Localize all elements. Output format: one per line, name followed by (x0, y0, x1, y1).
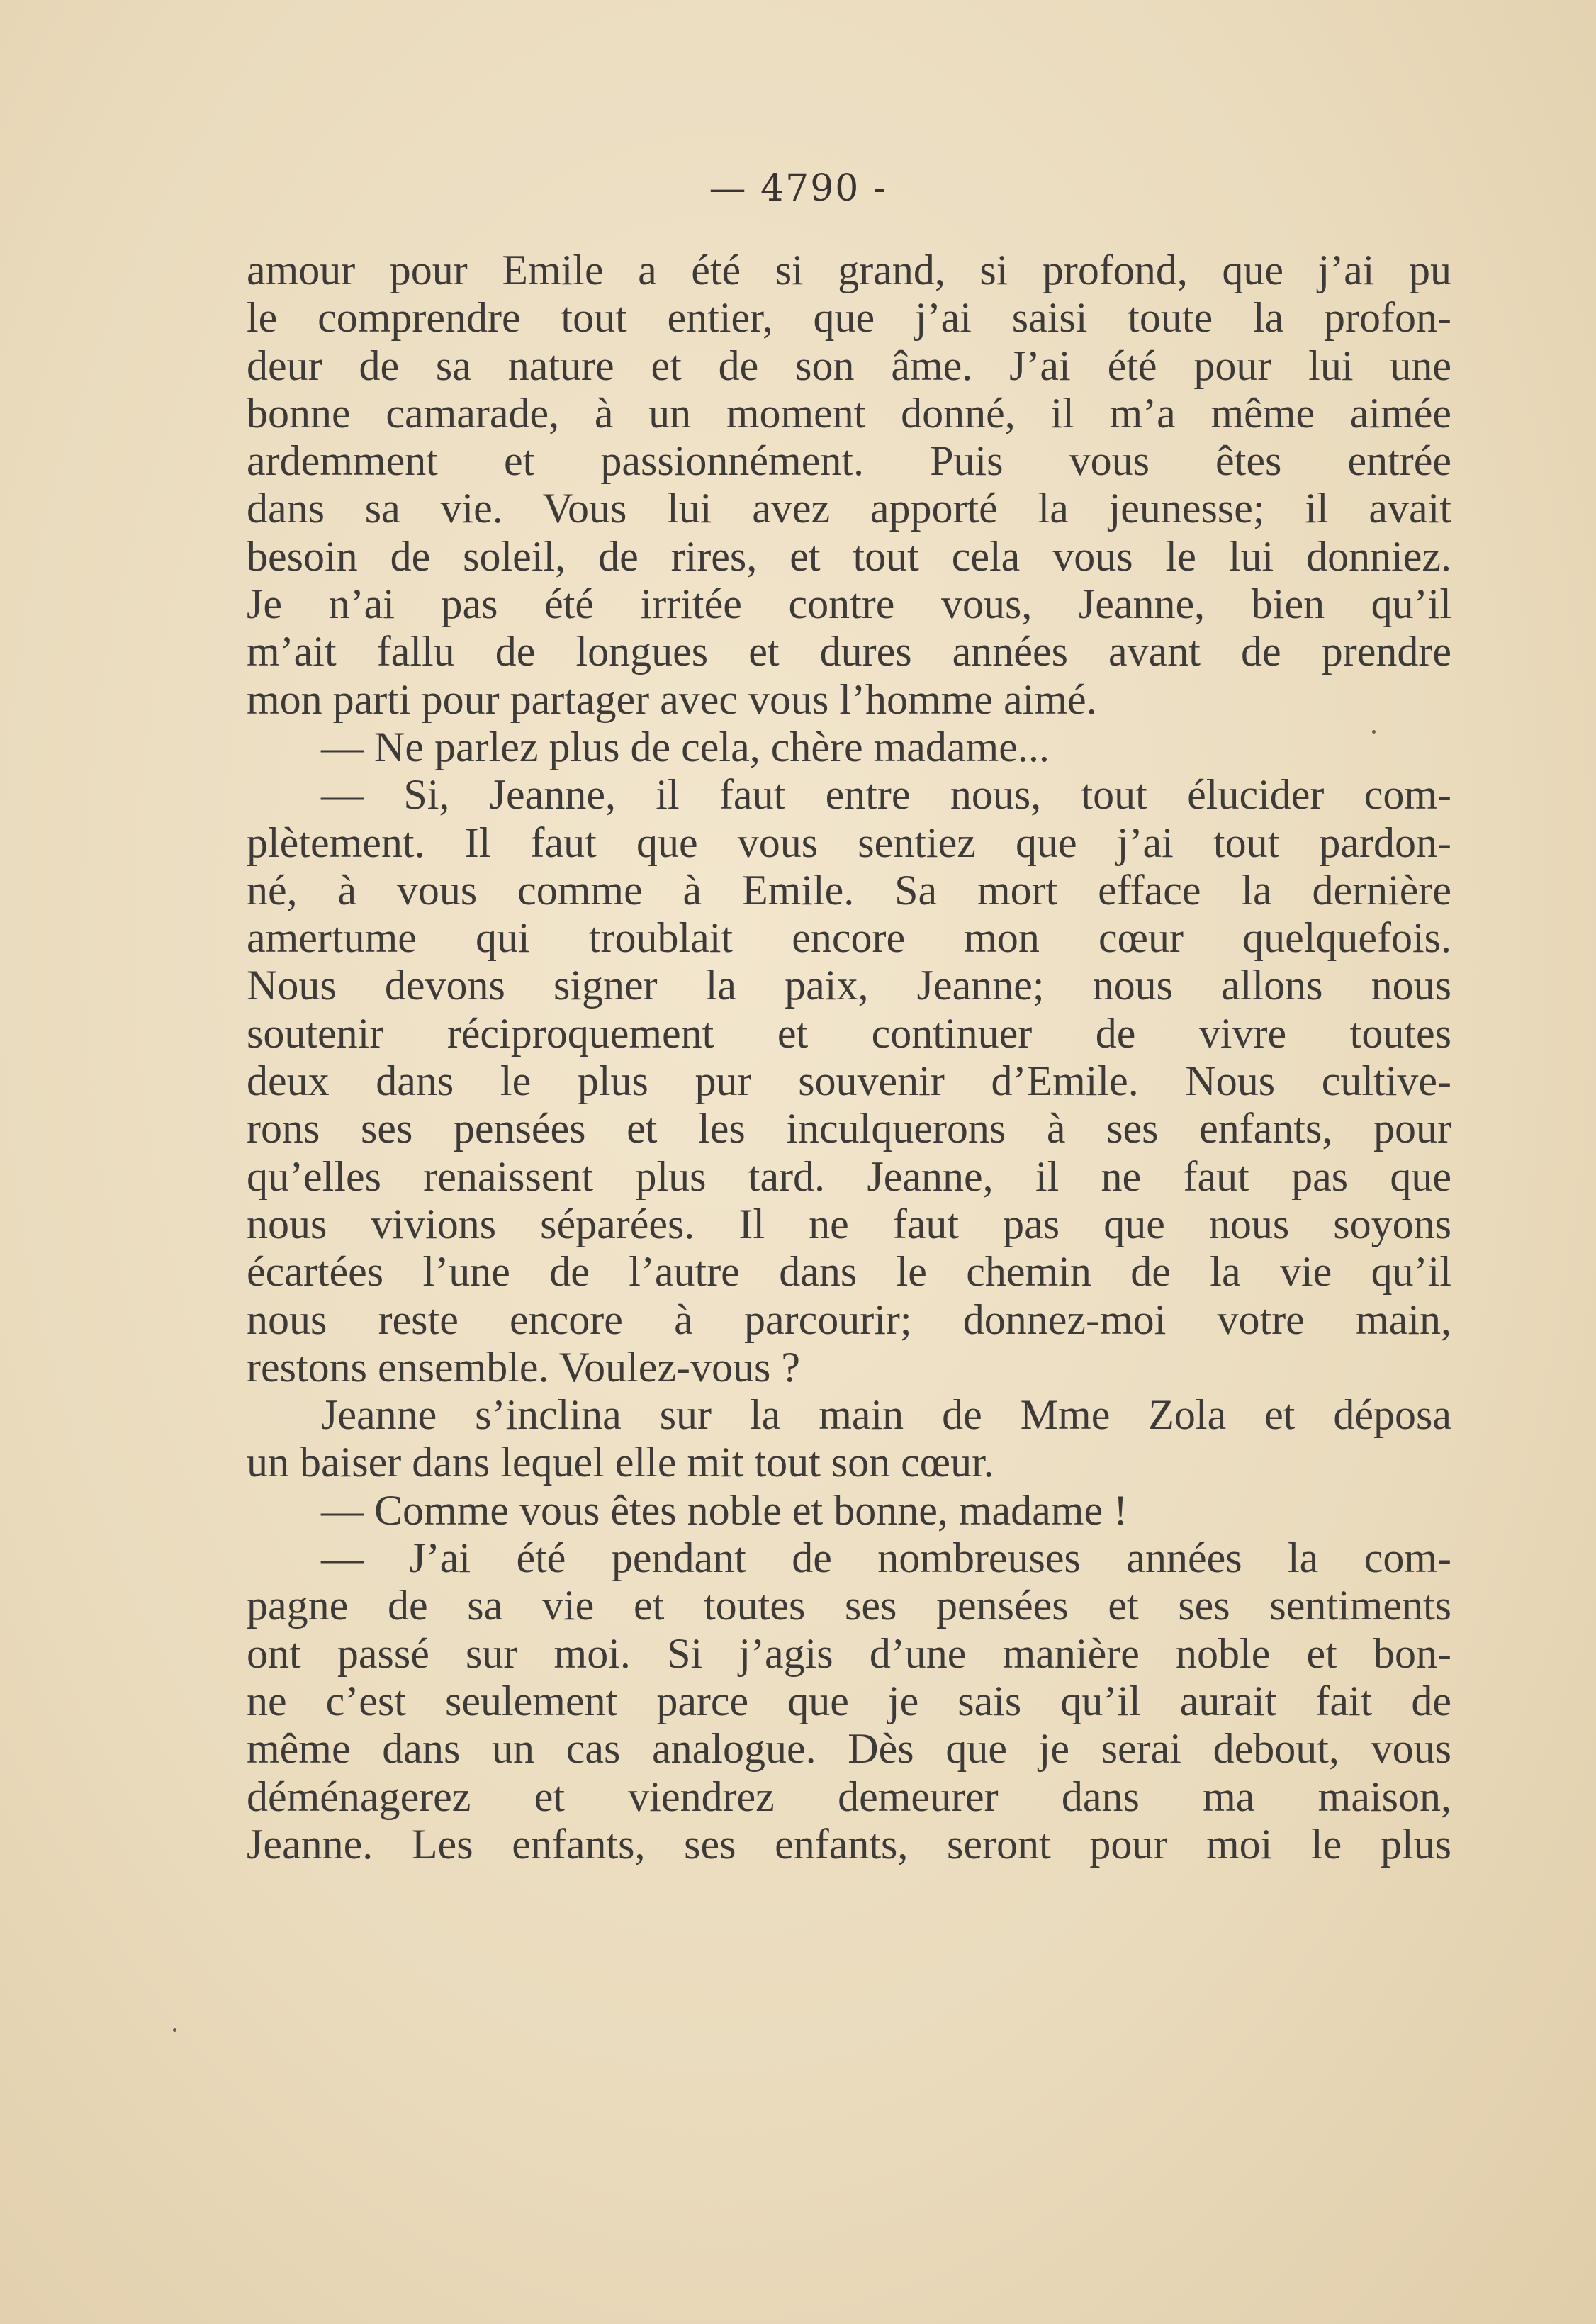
text-line: plètement. Il faut que vous sentiez que j’ai tout pardon- (247, 819, 1451, 866)
text-line: restons ensemble. Voulez-vous ? (247, 1343, 800, 1391)
text-line: déménagerez et viendrez demeurer dans ma maison, (247, 1773, 1451, 1820)
text-line: qu’elles renaissent plus tard. Jeanne, il ne faut pas que (247, 1152, 1451, 1200)
text-line: nous reste encore à parcourir; donnez-moi votre main, (247, 1296, 1451, 1343)
text-line: le comprendre tout entier, que j’ai saisi toute la profon- (247, 294, 1451, 342)
text-line: écartées l’une de l’autre dans le chemin de la vie qu’il (247, 1248, 1451, 1296)
text-line: — Si, Jeanne, il faut entre nous, tout élucider com- (321, 771, 1451, 819)
text-line: même dans un cas analogue. Dès que je serai debout, vous (247, 1725, 1451, 1773)
text-line: besoin de soleil, de rires, et tout cela vous le lui donniez. (247, 532, 1451, 580)
text-line: — Ne parlez plus de cela, chère madame... (321, 723, 1050, 770)
text-line: soutenir réciproquement et continuer de vivre toutes (247, 1009, 1451, 1057)
text-line: amour pour Emile a été si grand, si profond, que j’ai pu (247, 247, 1451, 293)
body-text (247, 247, 1451, 1868)
text-line: ont passé sur moi. Si j’agis d’une manière noble et bon- (247, 1629, 1451, 1677)
text-line: bonne camarade, à un moment donné, il m’a même aimée (247, 389, 1451, 437)
text-line: Jeanne s’inclina sur la main de Mme Zola et déposa (321, 1391, 1451, 1439)
text-line: — J’ai été pendant de nombreuses années la com- (321, 1534, 1451, 1582)
text-line: mon parti pour partager avec vous l’homme aimé. (247, 675, 1097, 723)
text-line: rons ses pensées et les inculquerons à ses enfants, pour (247, 1105, 1451, 1152)
text-line: ne c’est seulement parce que je sais qu’il aurait fait de (247, 1677, 1451, 1724)
text-line: deux dans le plus pur souvenir d’Emile. Nous cultive- (247, 1057, 1451, 1105)
page-number: — 4790 - (709, 167, 887, 210)
text-line: né, à vous comme à Emile. Sa mort efface la dernière (247, 866, 1451, 914)
text-line: Je n’ai pas été irritée contre vous, Jeanne, bien qu’il (247, 580, 1451, 628)
paper-speck (173, 2028, 176, 2032)
text-line: dans sa vie. Vous lui avez apporté la jeunesse; il avait (247, 485, 1451, 532)
text-line: ardemment et passionnément. Puis vous êtes entrée (247, 437, 1451, 485)
text-line: Nous devons signer la paix, Jeanne; nous allons nous (247, 962, 1451, 1009)
text-line: pagne de sa vie et toutes ses pensées et ses sentiments (247, 1582, 1451, 1629)
paper-speck (1372, 730, 1376, 734)
text-line: Jeanne. Les enfants, ses enfants, seront pour moi le plus (247, 1820, 1451, 1868)
text-line: — Comme vous êtes noble et bonne, madame ! (321, 1486, 1128, 1534)
text-line: m’ait fallu de longues et dures années avant de prendre (247, 628, 1451, 675)
text-line: un baiser dans lequel elle mit tout son cœur. (247, 1439, 994, 1486)
text-line: deur de sa nature et de son âme. J’ai été pour lui une (247, 342, 1451, 389)
text-line: amertume qui troublait encore mon cœur quelquefois. (247, 914, 1451, 962)
text-line: nous vivions séparées. Il ne faut pas que nous soyons (247, 1200, 1451, 1247)
